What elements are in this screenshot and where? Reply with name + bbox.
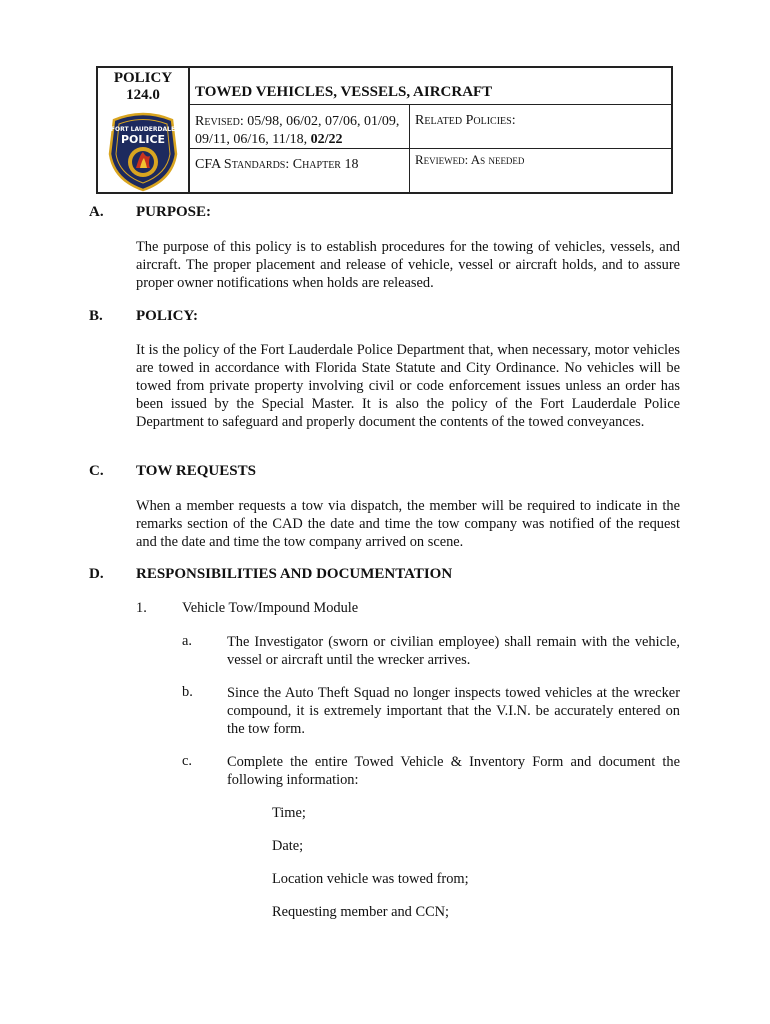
reviewed-label: Reviewed: As needed [415, 152, 525, 167]
section-b-heading: POLICY: [136, 308, 198, 324]
section-b-text: It is the policy of the Fort Lauderdale Police Department that, when necessary, motor vehicles are towed in accordance with Florida State Statute and City Ordinance. No vehicles will be towed from private property involving civil or code enforcement issues unless an order has been issued by the Special Master. It is also the policy of the Fort Lauderdale Police Department to safeguard and properly document the contents of the towed conveyances. [136, 342, 680, 430]
section-a-text: The purpose of this policy is to establish procedures for the towing of vehicles, vessels, and aircraft. The proper placement and release of vehicle, vessel or aircraft holds, and to assure proper owner notifications when holds are released. [136, 239, 680, 291]
header-divider [188, 104, 671, 105]
item-1-text: Vehicle Tow/Impound Module [182, 600, 359, 616]
list-item: Location vehicle was towed from; [272, 871, 469, 887]
section-d-heading: RESPONSIBILITIES AND DOCUMENTATION [136, 566, 453, 582]
cfa-standards-label: CFA Standards: Chapter 18 [195, 157, 359, 172]
section-c-letter: C. [89, 463, 104, 479]
policy-number: 124.0 [126, 87, 160, 103]
fort-lauderdale-police-badge-icon [106, 110, 180, 192]
list-item: Requesting member and CCN; [272, 904, 450, 920]
sub-item-a-text: The Investigator (sworn or civilian employee) shall remain with the vehicle, vessel or aircraft until the wrecker arrives. [227, 634, 680, 668]
policy-title: TOWED VEHICLES, VESSELS, AIRCRAFT [195, 84, 493, 100]
item-1-number: 1. [136, 600, 147, 616]
section-b-letter: B. [89, 308, 103, 324]
sub-item-c-letter: c. [182, 753, 192, 769]
section-c-heading: TOW REQUESTS [136, 463, 256, 479]
sub-item-c-text: Complete the entire Towed Vehicle & Inventory Form and document the following information: [227, 754, 680, 788]
section-c-text: When a member requests a tow via dispatch, the member will be required to indicate in the remarks section of the CAD the date and time the tow company was notified of the request and the date and time the tow company arrived on scene. [136, 498, 680, 550]
badge-center-text: POLICE [120, 133, 166, 146]
related-policies-label: Related Policies: [415, 113, 516, 128]
section-a-heading: PURPOSE: [136, 204, 211, 220]
section-d-letter: D. [89, 566, 104, 582]
sub-item-b-text: Since the Auto Theft Squad no longer inspects towed vehicles at the wrecker compound, it is extremely important that the V.I.N. be accurately entered on the tow form. [227, 685, 680, 737]
revised-cell [195, 113, 410, 149]
policy-number-cell [98, 70, 188, 104]
badge-top-text: FORT LAUDERDALE [110, 126, 176, 133]
policy-label: POLICY [113, 70, 173, 86]
revised-label: Revised: [195, 114, 244, 129]
header-divider [188, 68, 190, 192]
sub-item-b-letter: b. [182, 684, 193, 700]
sub-item-a-letter: a. [182, 633, 192, 649]
revised-latest: 02/22 [310, 132, 343, 147]
revised-dates: 05/98, 06/02, 07/06, 01/09, 09/11, 06/16, 11/18, [195, 114, 400, 147]
list-item: Date; [272, 838, 304, 854]
section-a-letter: A. [89, 204, 104, 220]
policy-header-table [96, 66, 673, 194]
list-item: Time; [272, 805, 306, 821]
